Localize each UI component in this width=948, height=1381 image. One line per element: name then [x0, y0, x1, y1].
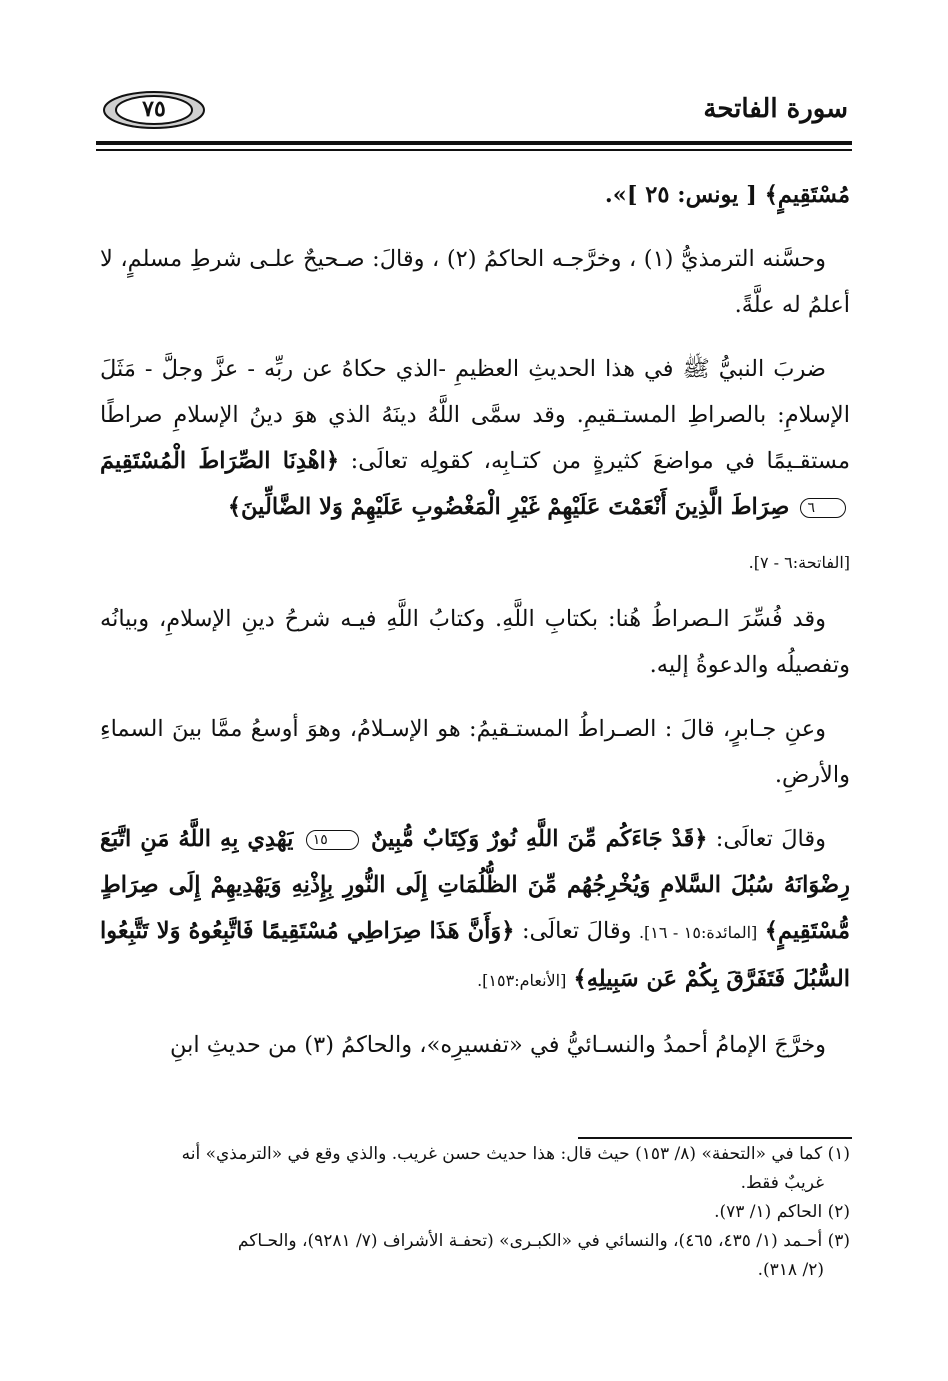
footnote-1-continued: غريبٌ فقط. — [740, 1173, 824, 1193]
footnote-3: (٣) أحـمد (١/ ٤٣٥، ٤٦٥)، والنسائي في «الكبـرى» (تحفـة الأشراف (٧/ ٩٢٨١)، والحـاكم — [237, 1231, 850, 1251]
paragraph-5-mid: وقالَ تعالَى: — [521, 918, 632, 944]
footnotes — [100, 1140, 850, 1285]
paragraph-0 — [100, 172, 850, 218]
quran-quote-fatiha-1: ﴿اهْدِنَا الصِّرَاطَ الْمُسْتَقِيمَ — [100, 448, 340, 474]
main-text — [100, 172, 850, 1086]
footnote-2: (٢) الحاكم (١/ ٧٣). — [714, 1202, 850, 1222]
ayah-number-marker: ٦ — [800, 498, 846, 518]
paragraph-3: وقد فُسِّرَ الـصراطُ هُنا: بكتابِ اللَّهِ. وكتابُ اللَّهِ فيـه شرحُ دينِ الإسلامِ، وبيانُه وتفصيلُه والدعوةُ إليه. — [100, 606, 850, 678]
quran-quote-maidah-2: يَهْدِي بِهِ اللَّهُ مَنِ اتَّبَعَ رِضْوَانَهُ سُبُلَ السَّلامِ وَيُخْرِجُهُم مِّنَ الظُّلُمَاتِ إِلَى النُّورِ بِإِذْنِهِ وَيَهْدِيهِمْ إِلَى صِرَاطٍ مُّسْتَقِيمٍ﴾ — [100, 826, 851, 944]
quran-quote-anam: ﴿وَأَنَّ هَذَا صِرَاطِي مُسْتَقِيمًا فَاتَّبِعُوهُ وَلا تَتَّبِعُوا السُّبُلَ فَتَفَرَّقَ بِكُمْ عَن سَبِيلِهِ﴾ — [100, 918, 850, 992]
ayah-number-marker: ١٥ — [306, 830, 359, 850]
quran-quote-fatiha-2: صِرَاطَ الَّذِينَ أَنْعَمْتَ عَلَيْهِمْ غَيْرِ الْمَغْضُوبِ عَلَيْهِمْ وَلا الضَّالِّينَ﴾ — [227, 494, 790, 520]
paragraph-1: وحسَّنه الترمذيُّ (١) ، وخرَّجـه الحاكمُ (٢) ، وقالَ: صـحيحٌ علـى شرطِ مسلمٍ، لا أعلمُ له علَّةً. — [100, 246, 850, 318]
paragraph-2-text: ضربَ النبيُّ ﷺ في هذا الحديثِ العظيمِ -الذي حكاهُ عن ربِّه - عزَّ وجلَّ - مَثَلَ الإسلامِ: بالصراطِ المستـقيمِ. وقد سمَّى اللَّهُ دينَهُ الذي هوَ دينُ الإسلامِ صراطًا مستقـيمًا في مواضعَ كثيرةٍ من كتـابِه، كقولِه تعالَى: — [100, 356, 850, 474]
paragraph-6: وخرَّجَ الإمامُ أحمدُ والنسـائيُّ في «تفسيرِه»، والحاكمُ (٣) من حديثِ ابنِ — [169, 1032, 826, 1058]
quran-quote-maidah-1: ﴿قَدْ جَاءَكُم مِّنَ اللَّهِ نُورٌ وَكِتَابٌ مُّبِينٌ — [371, 826, 708, 852]
surah-title: سورة الفاتحة — [703, 94, 848, 124]
footnote-1: (١) كما في «التحفة» (٨/ ١٥٣) حيث قال: هذا حديث حسن غريب. والذي وقع في «الترمذي» أنه — [181, 1144, 850, 1164]
page-number: ٧٥ — [142, 96, 166, 122]
page-header — [96, 80, 852, 140]
verse-reference-fatiha: [الفاتحة:٦ - ٧]. — [748, 553, 850, 572]
header-rule-thin — [96, 149, 852, 151]
paragraph-4: وعنِ جـابرٍ، قالَ : الصـراطُ المستـقيمُ: هو الإسـلامُ، وهوَ أوسعُ ممَّا بينَ السماءِ والأرضِ. — [100, 716, 850, 788]
paragraph-5 — [100, 816, 850, 1004]
verse-reference-anam: [الأنعام:١٥٣]. — [477, 971, 567, 990]
header-rule-thick — [96, 141, 852, 145]
footnote-3-continued: (٢/ ٣١٨). — [757, 1260, 824, 1280]
paragraph-2 — [100, 346, 850, 530]
verse-end: مُسْتَقِيمٍ﴾ [ يونس: ٢٥ ]». — [604, 182, 850, 208]
verse-reference-maidah: [المائدة:١٥ - ١٦]. — [638, 923, 758, 942]
page-number-badge — [102, 90, 206, 130]
footnote-separator — [578, 1137, 852, 1139]
paragraph-5-intro: وقالَ تعالَى: — [715, 826, 827, 852]
